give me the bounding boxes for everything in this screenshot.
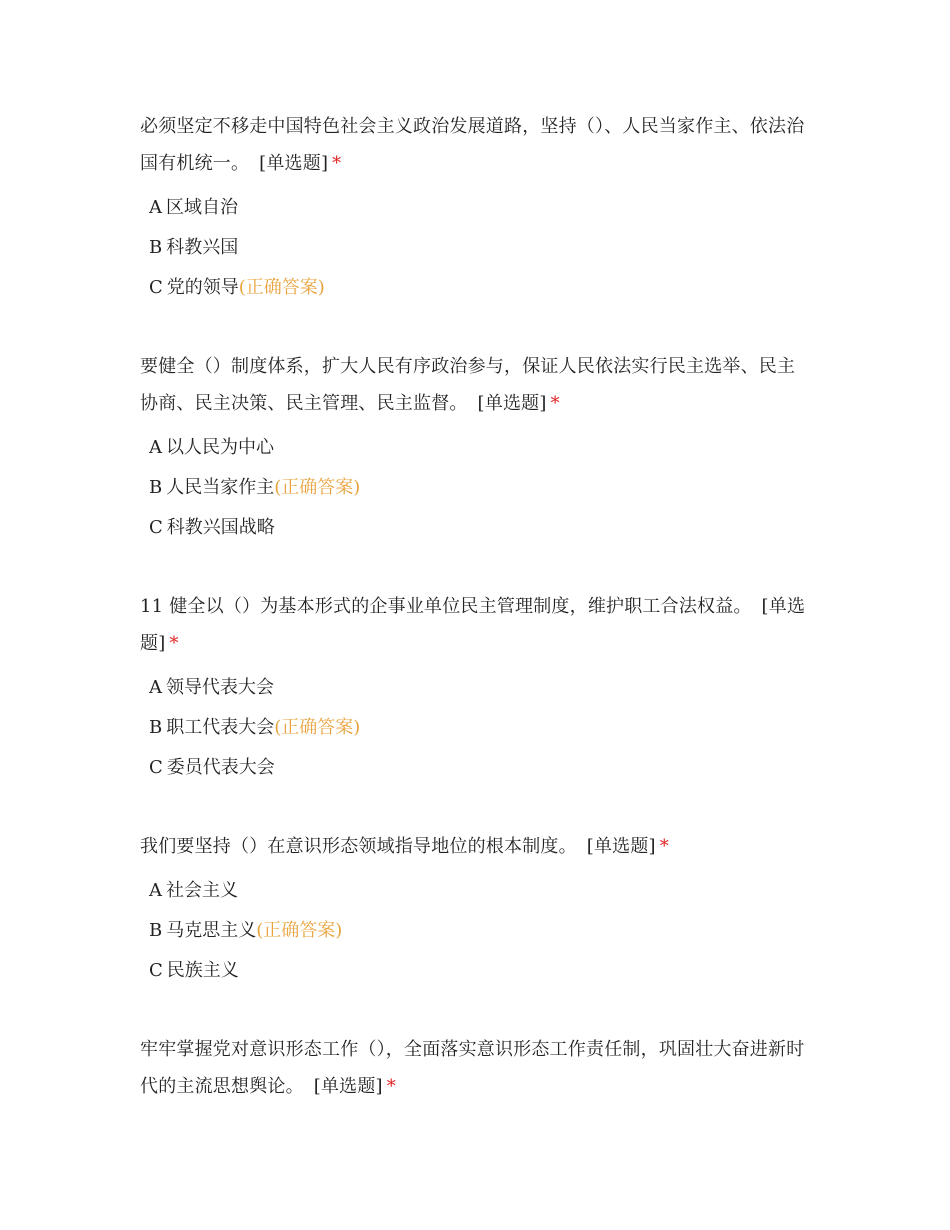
option-letter: A	[149, 197, 162, 218]
option-a[interactable]	[140, 428, 812, 468]
required-marker: *	[550, 393, 560, 414]
question-1	[140, 108, 812, 308]
question-stem: 牢牢掌握党对意识形态工作（），全面落实意识形态工作责任制，巩固壮大奋进新时代的主流思想舆论。	[140, 1039, 805, 1097]
option-text: 科教兴国	[166, 237, 239, 258]
option-letter: A	[149, 880, 162, 901]
option-c[interactable]	[140, 748, 812, 788]
question-type: [单选题]	[313, 1076, 383, 1097]
option-list	[140, 428, 812, 548]
option-a[interactable]	[140, 871, 812, 911]
option-a[interactable]	[140, 668, 812, 708]
option-letter: A	[149, 437, 162, 458]
question-text	[140, 828, 812, 865]
question-type: [单选题]	[477, 393, 547, 414]
option-b[interactable]	[140, 911, 812, 951]
question-type: [单选题]	[140, 596, 806, 654]
option-a[interactable]	[140, 188, 812, 228]
option-text: 党的领导	[166, 277, 239, 298]
required-marker: *	[386, 1076, 396, 1097]
question-stem: 必须坚定不移走中国特色社会主义政治发展道路，坚持（）、人民当家作主、依法治国有机统一。	[140, 116, 805, 174]
question-text	[140, 588, 812, 662]
question-list	[140, 108, 812, 1145]
option-b[interactable]	[140, 468, 812, 508]
option-letter: B	[149, 717, 163, 738]
option-text: 人民当家作主	[166, 477, 275, 498]
option-letter: C	[149, 277, 163, 298]
question-text	[140, 348, 812, 422]
option-text: 民族主义	[166, 960, 239, 981]
option-list	[140, 668, 812, 788]
question-2	[140, 348, 812, 548]
option-text: 以人民为中心	[166, 437, 274, 458]
option-letter: C	[149, 960, 163, 981]
required-marker: *	[169, 633, 179, 654]
correct-answer-tag: (正确答案)	[274, 717, 361, 738]
option-list	[140, 188, 812, 308]
option-text: 委员代表大会	[166, 757, 275, 778]
option-text: 社会主义	[166, 880, 238, 901]
question-stem: 11 健全以（）为基本形式的企事业单位民主管理制度，维护职工合法权益。	[140, 596, 752, 617]
option-letter: A	[149, 677, 162, 698]
question-type: [单选题]	[586, 836, 656, 857]
question-stem: 我们要坚持（）在意识形态领域指导地位的根本制度。	[140, 836, 577, 857]
option-text: 马克思主义	[166, 920, 257, 941]
option-b[interactable]	[140, 228, 812, 268]
correct-answer-tag: (正确答案)	[274, 477, 361, 498]
question-4	[140, 828, 812, 991]
correct-answer-tag: (正确答案)	[256, 920, 343, 941]
question-5	[140, 1031, 812, 1105]
question-text	[140, 108, 812, 182]
correct-answer-tag: (正确答案)	[238, 277, 325, 298]
required-marker: *	[332, 153, 342, 174]
option-text: 科教兴国战略	[166, 517, 275, 538]
option-text: 职工代表大会	[166, 717, 275, 738]
question-type: [单选题]	[259, 153, 329, 174]
question-text	[140, 1031, 812, 1105]
option-letter: B	[149, 920, 163, 941]
required-marker: *	[659, 836, 669, 857]
option-c[interactable]	[140, 951, 812, 991]
option-b[interactable]	[140, 708, 812, 748]
option-text: 区域自治	[166, 197, 238, 218]
option-text: 领导代表大会	[166, 677, 274, 698]
option-letter: C	[149, 757, 163, 778]
option-c[interactable]	[140, 508, 812, 548]
option-letter: B	[149, 237, 163, 258]
option-letter: C	[149, 517, 163, 538]
question-3	[140, 588, 812, 788]
question-stem: 要健全（）制度体系，扩大人民有序政治参与，保证人民依法实行民主选举、民主协商、民主决策、民主管理、民主监督。	[140, 356, 796, 414]
option-letter: B	[149, 477, 163, 498]
option-list	[140, 871, 812, 991]
option-c[interactable]	[140, 268, 812, 308]
